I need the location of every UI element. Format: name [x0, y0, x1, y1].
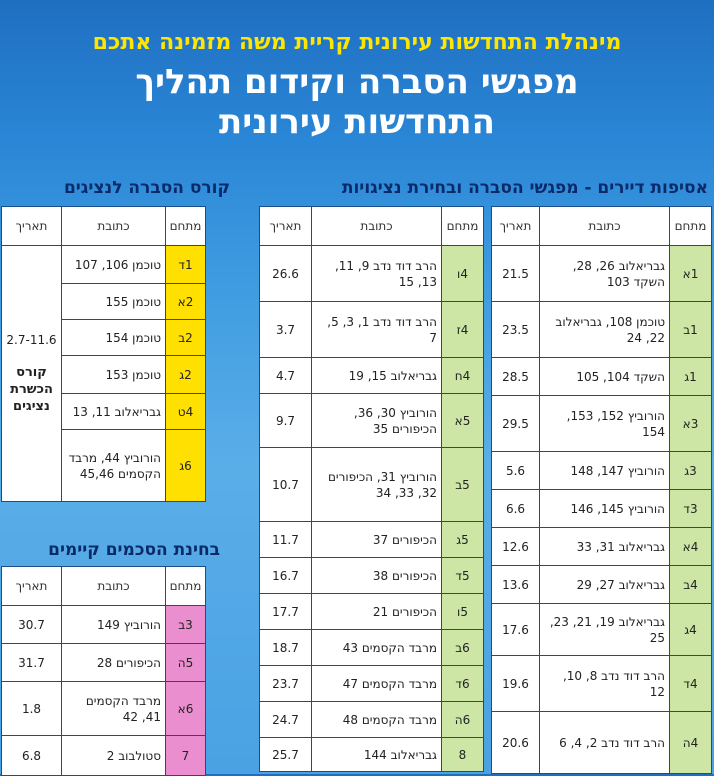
cell-address: גבריאלוב 15, 19 — [312, 358, 442, 394]
cell-address: הרב דוד נדב 1, 3, 5, 7 — [312, 302, 442, 358]
cell-address: הורוביץ 44, מרבד הקסמים 45,46 — [62, 430, 166, 502]
header-code: מתחם — [442, 207, 484, 246]
table-row — [260, 358, 484, 394]
cell-code: 7 — [166, 736, 206, 776]
cell-code: 1ג — [670, 358, 712, 396]
cell-code: 5ו — [442, 594, 484, 630]
cell-date: 26.6 — [260, 246, 312, 302]
cell-address: הורוביץ 30, 36, הכיפורים 35 — [312, 394, 442, 448]
cell-address: הכיפורים 37 — [312, 522, 442, 558]
cell-code: 4ג — [670, 604, 712, 656]
cell-code: 6ה — [442, 702, 484, 738]
cell-code: 6ד — [442, 666, 484, 702]
header-code: מתחם — [166, 207, 206, 246]
cell-address: גבריאלוב 31, 33 — [540, 528, 670, 566]
cell-date: 21.5 — [492, 246, 540, 302]
cell-date: 6.6 — [492, 490, 540, 528]
header-date: תאריך — [260, 207, 312, 246]
cell-address: מרבד הקסמים 47 — [312, 666, 442, 702]
cell-code: 6ב — [442, 630, 484, 666]
cell-date: 28.5 — [492, 358, 540, 396]
table-header-row — [2, 567, 206, 606]
table-row — [492, 566, 712, 604]
table-row — [260, 448, 484, 522]
cell-date: 10.7 — [260, 448, 312, 522]
cell-code: 4ד — [670, 656, 712, 712]
cell-code: 2ג — [166, 356, 206, 394]
cell-code: 4ז — [442, 302, 484, 358]
cell-code: 5א — [442, 394, 484, 448]
cell-address: מרבד הקסמים 41, 42 — [62, 682, 166, 736]
table-row — [2, 682, 206, 736]
cell-code: 2א — [166, 284, 206, 320]
table-row — [492, 490, 712, 528]
header-address: כתובת — [62, 207, 166, 246]
cell-code: 4ב — [670, 566, 712, 604]
cell-address: הורוביץ 149 — [62, 606, 166, 644]
cell-address: הורוביץ 145, 146 — [540, 490, 670, 528]
header-address: כתובת — [62, 567, 166, 606]
table-row — [2, 246, 206, 284]
cell-code: 5ד — [442, 558, 484, 594]
table-row — [2, 736, 206, 776]
cell-address: הורוביץ 152, 153, 154 — [540, 396, 670, 452]
table-row — [260, 522, 484, 558]
cell-address: גבריאלוב 144 — [312, 738, 442, 772]
cell-code: 4ה — [670, 712, 712, 774]
cell-address: טוכמן 106, 107 — [62, 246, 166, 284]
residents-table-2 — [259, 206, 484, 772]
cell-code: 3ד — [670, 490, 712, 528]
table-row — [492, 358, 712, 396]
table-row — [492, 452, 712, 490]
cell-address: השקד 104, 105 — [540, 358, 670, 396]
cell-date: 20.6 — [492, 712, 540, 774]
cell-address: גבריאלוב 26, 28, השקד 103 — [540, 246, 670, 302]
header-code: מתחם — [670, 207, 712, 246]
page-title — [0, 62, 714, 142]
cell-address: טוכמן 155 — [62, 284, 166, 320]
table-header-row — [492, 207, 712, 246]
cell-address: גבריאלוב 11, 13 — [62, 394, 166, 430]
cell-address: טוכמן 154 — [62, 320, 166, 356]
cell-date: 31.7 — [2, 644, 62, 682]
cell-address: הורוביץ 147, 148 — [540, 452, 670, 490]
cell-code: 1א — [670, 246, 712, 302]
cell-date: 19.6 — [492, 656, 540, 712]
cell-code: 4א — [670, 528, 712, 566]
table-row — [260, 558, 484, 594]
cell-code: 6ג — [166, 430, 206, 502]
cell-code: 1ד — [166, 246, 206, 284]
cell-code: 3א — [670, 396, 712, 452]
cell-date: 13.6 — [492, 566, 540, 604]
table-row — [2, 644, 206, 682]
table-row — [492, 712, 712, 774]
cell-date: 18.7 — [260, 630, 312, 666]
table-row — [260, 246, 484, 302]
table-row — [492, 656, 712, 712]
header-date: תאריך — [492, 207, 540, 246]
cell-code: 3ג — [670, 452, 712, 490]
header-code: מתחם — [166, 567, 206, 606]
cell-address: מרבד הקסמים 48 — [312, 702, 442, 738]
header-date: תאריך — [2, 207, 62, 246]
cell-date: 23.5 — [492, 302, 540, 358]
cell-date: 25.7 — [260, 738, 312, 772]
cell-date: 1.8 — [2, 682, 62, 736]
cell-address: טוכמן 153 — [62, 356, 166, 394]
table-row — [260, 666, 484, 702]
cell-date: 9.7 — [260, 394, 312, 448]
cell-code: 2ב — [166, 320, 206, 356]
cell-address: הורוביץ 31, הכיפורים 32, 33, 34 — [312, 448, 442, 522]
cell-date: 17.6 — [492, 604, 540, 656]
title-line-1: מפגשי הסברה וקידום תהליך — [135, 62, 579, 102]
cell-date: 3.7 — [260, 302, 312, 358]
table-row — [260, 630, 484, 666]
agreements-table — [1, 566, 206, 776]
cell-address: הרב דוד נדב 8, 10, 12 — [540, 656, 670, 712]
table-header-row — [260, 207, 484, 246]
cell-code: 3ב — [166, 606, 206, 644]
table-row — [260, 594, 484, 630]
cell-code: 5ב — [442, 448, 484, 522]
header-address: כתובת — [540, 207, 670, 246]
cell-code: 5ה — [166, 644, 206, 682]
cell-code: 5ג — [442, 522, 484, 558]
representatives-table — [1, 206, 206, 502]
cell-date: 16.7 — [260, 558, 312, 594]
cell-date: 11.7 — [260, 522, 312, 558]
table-header-row — [2, 207, 206, 246]
header-address: כתובת — [312, 207, 442, 246]
table-row — [260, 394, 484, 448]
cell-code: 4ו — [442, 246, 484, 302]
cell-code: 4ח — [442, 358, 484, 394]
cell-address: הכיפורים 21 — [312, 594, 442, 630]
header-date: תאריך — [2, 567, 62, 606]
cell-address: הרב דוד נדב 2, 4, 6 — [540, 712, 670, 774]
table-row — [492, 604, 712, 656]
cell-address: מרבד הקסמים 43 — [312, 630, 442, 666]
cell-address: גבריאלוב 27, 29 — [540, 566, 670, 604]
course-label: קורס הכשרת נציגים — [10, 365, 53, 414]
course-date-range: 2.7-11.6 — [6, 333, 57, 347]
agreements-section-title: בחינת הסכמים קיימים — [48, 540, 220, 560]
cell-date: 29.5 — [492, 396, 540, 452]
cell-address: הכיפורים 38 — [312, 558, 442, 594]
cell-date: 4.7 — [260, 358, 312, 394]
table-row — [492, 396, 712, 452]
cell-code: 8 — [442, 738, 484, 772]
cell-address: גבריאלוב 19, 21, 23, 25 — [540, 604, 670, 656]
residents-section-title: אסיפות דיירים - מפגשי הסברה ובחירת נציגויות — [341, 178, 708, 198]
cell-date: 30.7 — [2, 606, 62, 644]
header-subtitle: מינהלת התחדשות עירונית קריית משה מזמינה אתכם — [92, 30, 622, 55]
residents-table-1 — [491, 206, 712, 774]
cell-address: הרב דוד נדב 9, 11, 13, 15 — [312, 246, 442, 302]
cell-date: 24.7 — [260, 702, 312, 738]
title-line-2: התחדשות עירונית — [219, 102, 495, 142]
cell-date: 23.7 — [260, 666, 312, 702]
cell-date: 6.8 — [2, 736, 62, 776]
representatives-section-title: קורס הסברה לנציגים — [63, 178, 230, 198]
cell-code: 1ב — [670, 302, 712, 358]
table-row — [260, 738, 484, 772]
table-row — [492, 302, 712, 358]
cell-date: 12.6 — [492, 528, 540, 566]
cell-address: הכיפורים 28 — [62, 644, 166, 682]
table-row — [260, 302, 484, 358]
table-row — [260, 702, 484, 738]
table-row — [492, 246, 712, 302]
cell-date: 17.7 — [260, 594, 312, 630]
table-row — [2, 606, 206, 644]
cell-address: טוכמן 108, גבריאלוב 22, 24 — [540, 302, 670, 358]
cell-address: סטולבוב 2 — [62, 736, 166, 776]
course-cell — [2, 246, 62, 502]
cell-date: 5.6 — [492, 452, 540, 490]
cell-code: 6א — [166, 682, 206, 736]
table-row — [492, 528, 712, 566]
cell-code: 4ט — [166, 394, 206, 430]
